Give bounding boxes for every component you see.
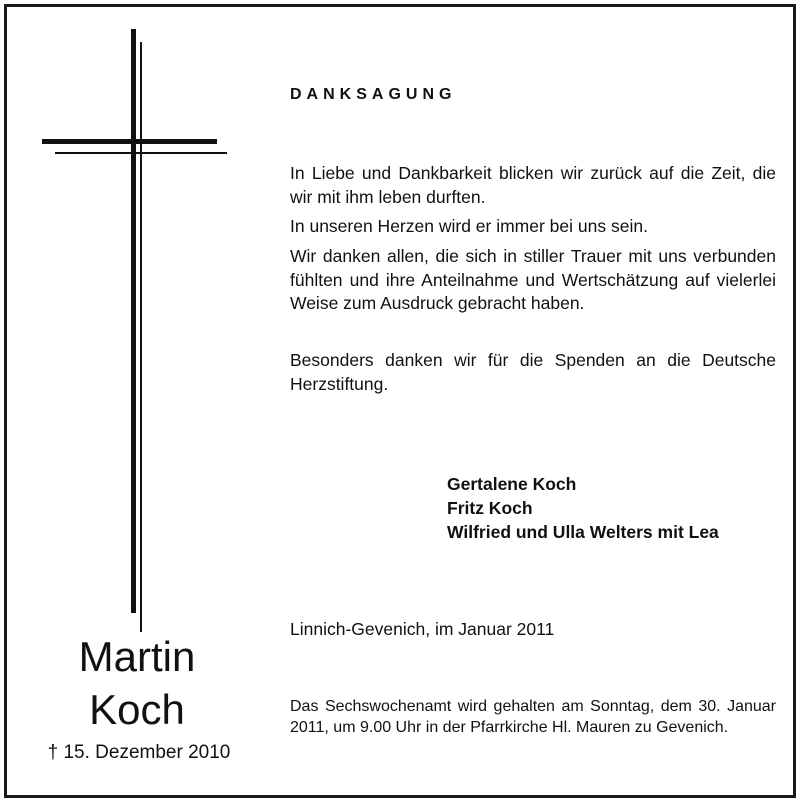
cross-icon <box>131 29 136 613</box>
cross-icon-crossbar <box>42 139 217 144</box>
paragraph: Besonders danken wir für die Spenden an die Deutsche Herzstiftung. <box>290 350 776 394</box>
signers-block <box>447 472 719 544</box>
deceased-first-name: Martin <box>78 633 196 680</box>
paragraph: Wir danken allen, die sich in stiller Trauer mit uns verbunden fühlten und ihre Anteilnahme und Wertschätzung auf vielerlei Weise zum Ausdruck gebracht haben. <box>290 246 776 313</box>
notice-frame <box>4 4 796 798</box>
cross-icon-shadow-crossbar <box>55 152 227 154</box>
cross-icon-shadow-vertical <box>140 42 142 632</box>
place-date: Linnich-Gevenich, im Januar 2011 <box>290 619 555 639</box>
signer-name: Gertalene Koch <box>447 474 577 494</box>
paragraph: In unseren Herzen wird er immer bei uns sein. <box>290 216 648 236</box>
mass-notice: Das Sechswochenamt wird gehalten am Sonntag, dem 30. Januar 2011, um 9.00 Uhr in der Pfarrkirche Hl. Mauren zu Gevenich. <box>290 698 776 736</box>
paragraph: In Liebe und Dankbarkeit blicken wir zurück auf die Zeit, die wir mit ihm leben durften. <box>290 163 776 207</box>
death-date: † 15. Dezember 2010 <box>47 742 231 763</box>
deceased-last-name: Koch <box>89 686 185 733</box>
signer-name: Fritz Koch <box>447 498 533 518</box>
signer-name: Wilfried und Ulla Welters mit Lea <box>447 522 719 542</box>
notice-heading: DANKSAGUNG <box>290 86 457 103</box>
